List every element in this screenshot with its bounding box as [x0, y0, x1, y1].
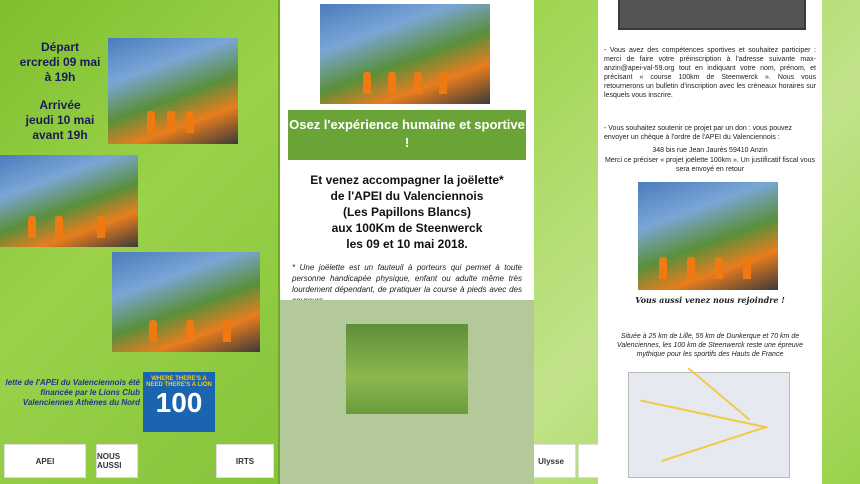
running-team-photo	[320, 4, 490, 104]
top-dark-box	[618, 0, 806, 30]
depart-line-3: à 19h	[44, 70, 76, 84]
lions-badge-number: 100	[155, 387, 203, 418]
title-line-1: Et venez accompagner la joëlette*	[310, 173, 504, 187]
middle-bottom-band	[280, 300, 534, 484]
lions-centennial-badge	[143, 372, 215, 432]
donation-paragraph: - Vous souhaitez soutenir ce projet par un don : vous pouvez envoyer un chèque à l'ordre de l'APEI du Valenciennois :	[604, 125, 792, 141]
runners-photo-1	[108, 38, 238, 144]
title-line-5: les 09 et 10 mai 2018.	[346, 237, 468, 251]
arrivee-block	[0, 98, 120, 143]
event-title	[288, 172, 526, 252]
arrivee-line-3: avant 19h	[32, 128, 88, 142]
arrivee-line-1: Arrivée	[39, 98, 81, 112]
team-photo-2	[0, 155, 138, 247]
lions-funding-note: lette de l'APEI du Valenciennois été financée par le Lions Club Valenciennes Athènes du Nord	[5, 378, 140, 407]
group-photo	[638, 182, 778, 290]
lions-badge-slogan: WHERE THERE'S A NEED THERE'S A LION	[146, 376, 212, 388]
depart-line-2: ercredi 09 mai	[19, 55, 101, 69]
sponsor-apei-logo: APEI	[4, 444, 86, 478]
location-description: Située à 25 km de Lille, 55 km de Dunkerque et 70 km de Valenciennes, les 100 km de Steenwerck reste une épreuve mythique pour les sportifs des Hauts de France	[616, 333, 804, 358]
participation-paragraph: - Vous avez des compétences sportives et souhaitez participer : merci de faire votre préinscription à l'adresse suivante max-anzin@apei-val-59.org tout en indiquant votre nom, prénom, et précisant « course 100km de Steenwerck ». Nous vous retournerons un bulletin d'inscription avec les créneaux horaires sur lesquels vous inscrire.	[604, 47, 816, 99]
depart-block	[0, 40, 120, 85]
right-panel	[534, 0, 860, 484]
joelette-photo-3	[112, 252, 260, 352]
donation-note: Merci ce préciser « projet joëlette 100km ». Un justificatif fiscal vous sera envoyé en retour	[604, 157, 816, 173]
title-line-2: de l'APEI du Valenciennois	[330, 189, 484, 203]
sponsor-nous-aussi-logo: NOUS AUSSI	[96, 444, 138, 478]
title-line-4: aux 100Km de Steenwerck	[331, 221, 483, 235]
sponsor-ulysse-logo: Ulysse	[534, 444, 576, 478]
title-line-3: (Les Papillons Blancs)	[342, 205, 472, 219]
steenwerck-map	[628, 372, 790, 478]
joelette-chair-photo	[346, 324, 468, 414]
sponsor-irts-logo: IRTS	[216, 444, 274, 478]
left-panel	[0, 0, 278, 484]
headline-banner: Osez l'expérience humaine et sportive !	[288, 110, 526, 160]
join-us-caption: Vous aussi venez nous rejoindre !	[635, 295, 785, 305]
arrivee-line-2: jeudi 10 mai	[25, 113, 95, 127]
depart-line-1: Départ	[40, 40, 79, 54]
middle-panel	[278, 0, 536, 484]
right-content-column	[598, 0, 822, 484]
joelette-definition-note: * Une joëlette est un fauteuil à porteurs qui permet à toute personne handicapée physique, enfant ou adulte même très lourdement dépendant, de pratiquer la course à pieds avec des	[292, 263, 522, 294]
donation-address: 348 bis rue Jean Jaurès 59410 Anzin	[652, 147, 768, 154]
